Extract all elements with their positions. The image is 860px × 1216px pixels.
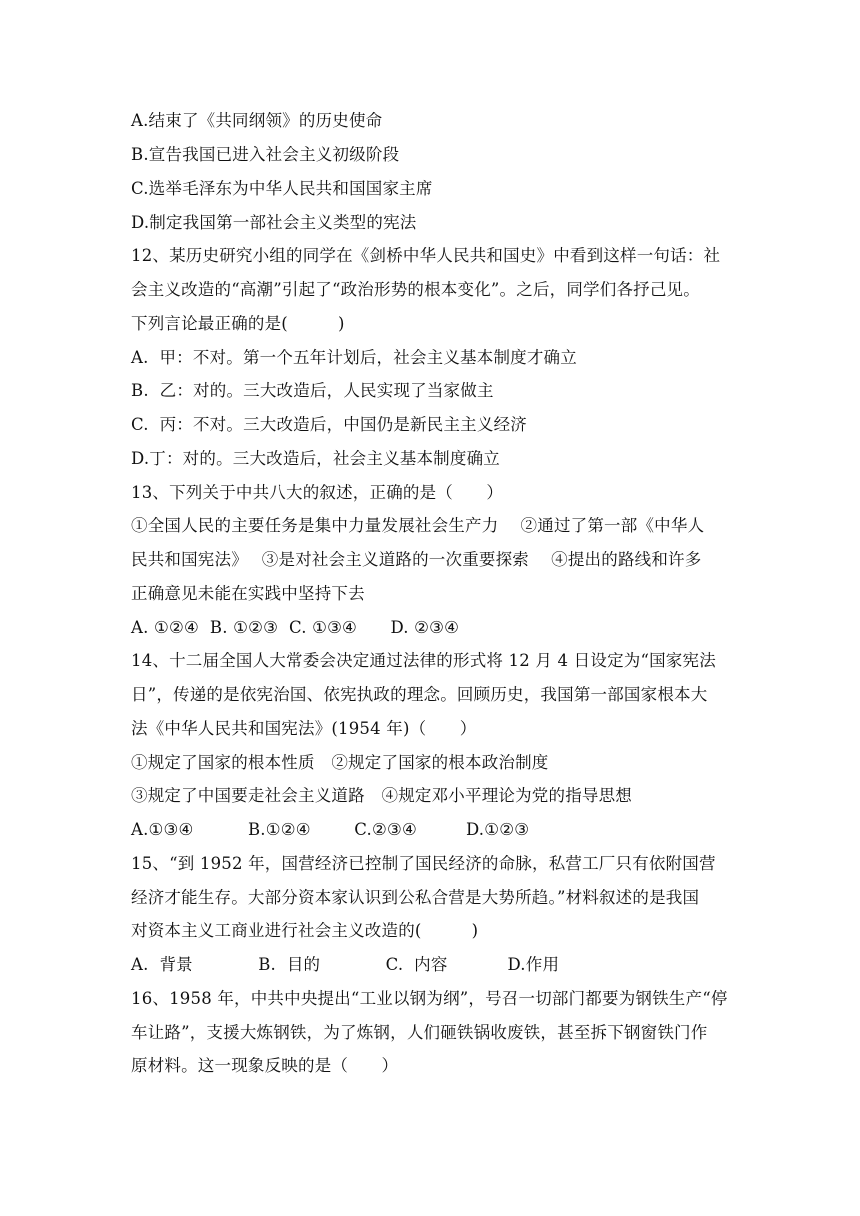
question-13: 13、下列关于中共八大的叙述，正确的是（ ）	[131, 483, 504, 502]
question-14-line-1: 14、十二届全国人大常委会决定通过法律的形式将 12 月 4 日设定为“国家宪法	[131, 651, 716, 670]
option-11-d: D.制定我国第一部社会主义类型的宪法	[131, 213, 417, 232]
question-16-line-1: 16、1958 年，中共中央提出“工业以钢为纲”，号召一切部门都要为钢铁生产“停	[131, 989, 728, 1008]
question-15-line-1: 15、“到 1952 年，国营经济已控制了国民经济的命脉，私营工厂只有依附国营	[131, 854, 716, 873]
question-13-items-1: ①全国人民的主要任务是集中力量发展社会生产力 ②通过了第一部《中华人	[131, 516, 705, 535]
option-11-b: B.宣告我国已进入社会主义初级阶段	[131, 145, 400, 164]
question-15-line-3: 对资本主义工商业进行社会主义改造的( )	[131, 921, 479, 940]
question-13-items-3: 正确意见未能在实践中坚持下去	[131, 584, 365, 603]
option-12-a: A. 甲：不对。第一个五年计划后，社会主义基本制度才确立	[131, 348, 577, 367]
question-14-line-3: 法《中华人民共和国宪法》(1954 年)（ ）	[131, 719, 477, 738]
question-12-line-3: 下列言论最正确的是( )	[131, 314, 345, 333]
question-12-line-2: 会主义改造的“高潮”引起了“政治形势的根本变化”。之后，同学们各抒己见。	[131, 280, 700, 299]
question-13-items-2: 民共和国宪法》 ③是对社会主义道路的一次重要探索 ④提出的路线和许多	[131, 550, 702, 569]
options-15: A. 背景 B. 目的 C. 内容 D.作用	[131, 955, 560, 974]
question-15-line-2: 经济才能生存。大部分资本家认识到公私合营是大势所趋。”材料叙述的是我国	[131, 888, 700, 907]
question-16-line-3: 原材料。这一现象反映的是（ ）	[131, 1056, 399, 1075]
option-11-c: C.选举毛泽东为中华人民共和国国家主席	[131, 179, 433, 198]
option-12-d: D.丁：对的。三大改造后，社会主义基本制度确立	[131, 449, 500, 468]
option-12-b: B. 乙：对的。三大改造后，人民实现了当家做主	[131, 381, 494, 400]
question-14-line-2: 日”，传递的是依宪治国、依宪执政的理念。回顾历史，我国第一部国家根本大	[131, 685, 708, 704]
option-11-a: A.结束了《共同纲领》的历史使命	[131, 111, 383, 130]
question-16-line-2: 车让路”，支援大炼钢铁，为了炼钢，人们砸铁锅收废铁，甚至拆下钢窗铁门作	[131, 1023, 708, 1042]
question-14-items-2: ③规定了中国要走社会主义道路 ④规定邓小平理论为党的指导思想	[131, 786, 632, 805]
options-13: A. ①②④ B. ①②③ C. ①③④ D. ②③④	[131, 618, 460, 637]
question-12-line-1: 12、某历史研究小组的同学在《剑桥中华人民共和国史》中看到这样一句话：社	[131, 246, 721, 265]
options-14: A.①③④ B.①②④ C.②③④ D.①②③	[131, 820, 530, 839]
question-14-items-1: ①规定了国家的根本性质 ②规定了国家的根本政治制度	[131, 753, 549, 772]
option-12-c: C. 丙：不对。三大改造后，中国仍是新民主主义经济	[131, 415, 527, 434]
